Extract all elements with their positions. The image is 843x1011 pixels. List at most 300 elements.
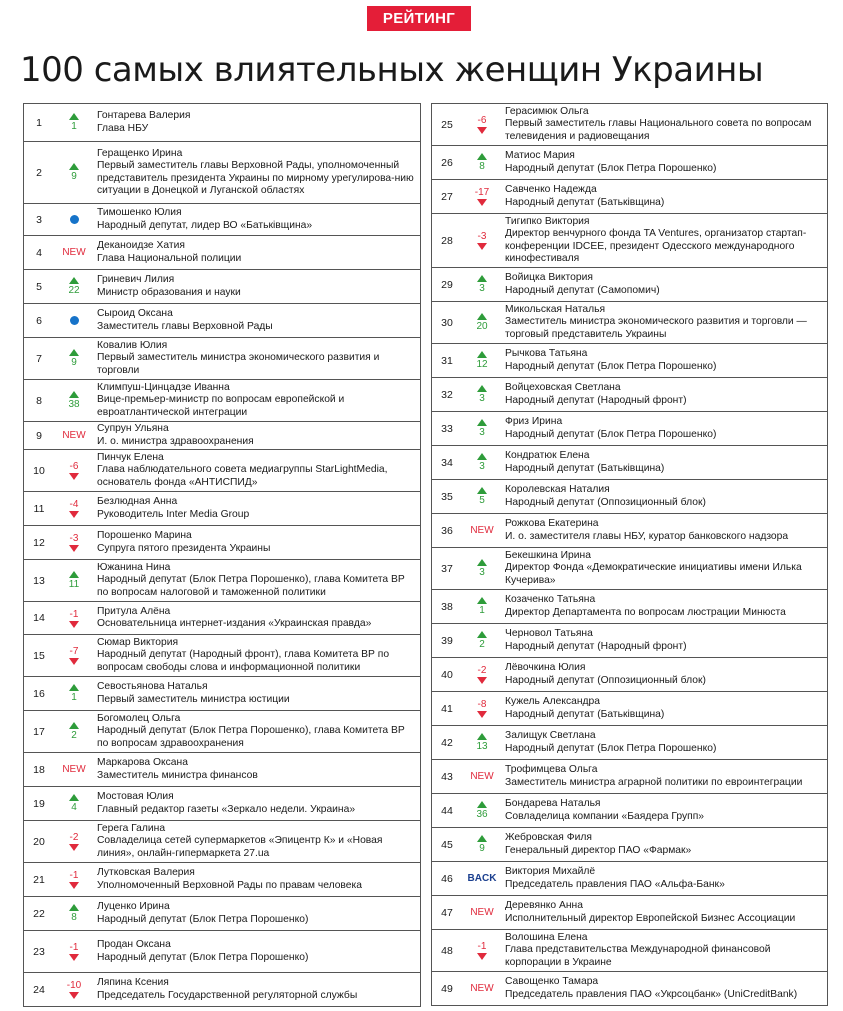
person-name: Рожкова Екатерина xyxy=(505,518,599,530)
change-value: -2 xyxy=(69,832,79,843)
rank-number: 20 xyxy=(33,835,45,848)
rank-change xyxy=(464,726,500,759)
change-value: 38 xyxy=(68,399,80,410)
change-value: 11 xyxy=(68,579,80,590)
rank-number: 18 xyxy=(33,763,45,776)
person-position: Народный депутат (Народный фронт), глава Комитета ВР по вопросам свободы слова и информационной политики xyxy=(97,649,390,673)
person-info xyxy=(97,560,416,601)
person-name: Лёвочкина Юлия xyxy=(505,662,586,674)
person-info xyxy=(97,602,416,634)
ranking-row xyxy=(431,828,828,862)
arrow-up-icon xyxy=(477,559,487,566)
person-info xyxy=(505,104,823,145)
change-value: -3 xyxy=(477,231,487,242)
ranking-column-right xyxy=(431,103,828,1006)
person-position: Председатель правления ПАО «Альфа-Банк» xyxy=(505,878,725,890)
arrow-up-icon xyxy=(477,733,487,740)
arrow-up-icon xyxy=(477,275,487,282)
person-name: Фриз Ирина xyxy=(505,416,563,428)
person-position: Народный депутат (Оппозиционный блок) xyxy=(505,674,706,686)
person-name: Севостьянова Наталья xyxy=(97,681,208,693)
arrow-down-icon xyxy=(69,954,79,961)
change-value: -2 xyxy=(477,665,487,676)
person-position: Заместитель министра финансов xyxy=(97,769,258,781)
ranking-row xyxy=(23,973,421,1007)
person-position: Народный депутат (Блок Петра Порошенко), глава Комитета ВР по вопросам здравоохранения xyxy=(97,725,405,749)
rank-number: 21 xyxy=(33,873,45,886)
person-position: Народный депутат (Самопомич) xyxy=(505,284,660,296)
person-position: Народный депутат (Батьківщина) xyxy=(505,196,665,208)
rank-change xyxy=(464,480,500,513)
arrow-up-icon xyxy=(69,113,79,120)
rank-number: 24 xyxy=(33,983,45,996)
person-position: Уполномоченный Верховной Рады по правам человека xyxy=(97,879,362,891)
person-info xyxy=(505,302,823,343)
ranking-row xyxy=(431,548,828,590)
change-value: 20 xyxy=(476,321,488,332)
arrow-down-icon xyxy=(477,711,487,718)
person-info xyxy=(97,931,416,972)
ranking-row xyxy=(23,104,421,142)
person-name: Безлюдная Анна xyxy=(97,496,178,508)
person-info xyxy=(97,753,416,786)
rank-number: 3 xyxy=(36,213,42,226)
change-value: 4 xyxy=(71,802,77,813)
person-name: Луценко Ирина xyxy=(97,901,170,913)
person-name: Жебровская Филя xyxy=(505,832,592,844)
ranking-row xyxy=(23,236,421,270)
arrow-up-icon xyxy=(477,487,487,494)
arrow-down-icon xyxy=(69,658,79,665)
change-value: 3 xyxy=(479,393,485,404)
arrow-up-icon xyxy=(69,794,79,801)
person-position: Заместитель главы Верховной Рады xyxy=(97,320,273,332)
person-name: Деканоидзе Хатия xyxy=(97,240,185,252)
person-name: Герасимюк Ольга xyxy=(505,105,589,117)
arrow-up-icon xyxy=(69,684,79,691)
person-name: Мостовая Юлия xyxy=(97,791,174,803)
new-label: NEW xyxy=(470,907,494,918)
rank-number: 19 xyxy=(33,797,45,810)
rank-number: 34 xyxy=(441,456,453,469)
person-name: Матиос Мария xyxy=(505,150,575,162)
rank-number: 28 xyxy=(441,234,453,247)
rank-number: 31 xyxy=(441,354,453,367)
person-name: Супрун Ульяна xyxy=(97,423,169,435)
change-value: -1 xyxy=(69,870,79,881)
arrow-down-icon xyxy=(477,953,487,960)
arrow-down-icon xyxy=(69,882,79,889)
person-info xyxy=(97,787,416,820)
person-name: Черновол Татьяна xyxy=(505,628,593,640)
person-name: Геращенко Ирина xyxy=(97,147,183,159)
rank-number: 16 xyxy=(33,687,45,700)
person-info xyxy=(97,142,416,203)
person-position: Совладелица компании «Баядера Групп» xyxy=(505,810,705,822)
person-name: Герега Галина xyxy=(97,822,166,834)
ranking-row xyxy=(431,214,828,268)
person-position: Министр образования и науки xyxy=(97,286,241,298)
arrow-up-icon xyxy=(69,391,79,398)
ranking-row xyxy=(431,146,828,180)
person-info xyxy=(505,726,823,759)
ranking-row xyxy=(431,514,828,548)
person-name: Волошина Елена xyxy=(505,931,588,943)
rank-number: 15 xyxy=(33,649,45,662)
arrow-up-icon xyxy=(477,631,487,638)
arrow-down-icon xyxy=(69,511,79,518)
rank-change xyxy=(464,446,500,479)
arrow-up-icon xyxy=(477,153,487,160)
new-label: NEW xyxy=(470,771,494,782)
rank-change xyxy=(464,302,500,343)
rank-change xyxy=(56,635,92,676)
ranking-row xyxy=(431,658,828,692)
person-info xyxy=(97,973,416,1006)
person-position: Глава Национальной полиции xyxy=(97,252,242,264)
person-position: Председатель правления ПАО «Укрсоцбанк» (UniCreditBank) xyxy=(505,988,798,1000)
person-position: Народный депутат (Блок Петра Порошенко) xyxy=(505,360,717,372)
rank-number: 27 xyxy=(441,190,453,203)
arrow-down-icon xyxy=(477,199,487,206)
rank-change xyxy=(464,214,500,267)
person-info xyxy=(97,304,416,337)
rank-change xyxy=(464,658,500,691)
rank-change xyxy=(464,268,500,301)
change-value: 22 xyxy=(68,285,80,296)
person-position: Глава НБУ xyxy=(97,122,149,134)
rank-change xyxy=(464,930,500,971)
rank-change xyxy=(464,146,500,179)
ranking-column-left xyxy=(23,103,421,1007)
rank-change xyxy=(56,304,92,337)
person-info xyxy=(505,548,823,589)
person-info xyxy=(505,480,823,513)
person-info xyxy=(505,180,823,213)
person-info xyxy=(97,236,416,269)
back-label: BACK xyxy=(467,873,497,884)
ranking-row xyxy=(431,896,828,930)
rank-number: 6 xyxy=(36,314,42,327)
person-name: Бекешкина Ирина xyxy=(505,549,591,561)
person-info xyxy=(505,146,823,179)
person-position: Народный депутат (Блок Петра Порошенко) xyxy=(505,428,717,440)
rank-change xyxy=(56,863,92,896)
change-value: 3 xyxy=(479,461,485,472)
rank-number: 35 xyxy=(441,490,453,503)
new-label: NEW xyxy=(62,764,86,775)
ranking-row xyxy=(23,753,421,787)
person-position: Народный депутат (Народный фронт) xyxy=(505,394,687,406)
change-value: 36 xyxy=(476,809,488,820)
change-value: 5 xyxy=(479,495,485,506)
change-value: 9 xyxy=(71,171,77,182)
ranking-row xyxy=(23,338,421,380)
person-name: Богомолец Ольга xyxy=(97,712,181,724)
person-name: Притула Алёна xyxy=(97,605,171,617)
arrow-down-icon xyxy=(69,844,79,851)
person-info xyxy=(97,863,416,896)
arrow-up-icon xyxy=(477,453,487,460)
change-value: -1 xyxy=(69,942,79,953)
rank-number: 40 xyxy=(441,668,453,681)
arrow-down-icon xyxy=(69,992,79,999)
arrow-up-icon xyxy=(477,351,487,358)
rank-change xyxy=(464,828,500,861)
rank-number: 7 xyxy=(36,352,42,365)
person-name: Тигипко Виктория xyxy=(505,215,590,227)
rank-change xyxy=(56,753,92,786)
person-name: Кондратюк Елена xyxy=(505,450,590,462)
rank-number: 37 xyxy=(441,562,453,575)
person-info xyxy=(505,344,823,377)
person-name: Сюмар Виктория xyxy=(97,636,179,648)
rank-number: 22 xyxy=(33,907,45,920)
person-name: Пинчук Елена xyxy=(97,451,164,463)
arrow-down-icon xyxy=(477,127,487,134)
change-value: 3 xyxy=(479,283,485,294)
ranking-row xyxy=(23,897,421,931)
person-position: Исполнительный директор Европейской Бизнес Ассоциации xyxy=(505,912,796,924)
new-label: NEW xyxy=(62,247,86,258)
person-position: Руководитель Inter Media Group xyxy=(97,508,250,520)
rank-change xyxy=(56,380,92,421)
rank-change xyxy=(56,492,92,525)
person-position: Народный депутат (Блок Петра Порошенко) xyxy=(97,913,309,925)
ranking-row xyxy=(431,930,828,972)
new-label: NEW xyxy=(470,983,494,994)
change-value: 1 xyxy=(71,692,77,703)
rank-change xyxy=(56,270,92,303)
person-info xyxy=(97,380,416,421)
ranking-row xyxy=(431,726,828,760)
change-value: -1 xyxy=(477,941,487,952)
rank-number: 36 xyxy=(441,524,453,537)
person-name: Кужель Александра xyxy=(505,696,601,708)
rank-change xyxy=(464,760,500,793)
rank-number: 39 xyxy=(441,634,453,647)
person-position: Генеральный директор ПАО «Фармак» xyxy=(505,844,692,856)
ranking-row xyxy=(431,590,828,624)
person-name: Деревянко Анна xyxy=(505,900,583,912)
person-position: Первый заместитель главы Верховной Рады, уполномоченный представитель президента Украины по мирному урегулирова-нию ситуации в Донецкой и Луганской областях xyxy=(97,160,414,196)
ranking-row xyxy=(23,422,421,450)
rank-number: 43 xyxy=(441,770,453,783)
rank-number: 41 xyxy=(441,702,453,715)
arrow-down-icon xyxy=(477,243,487,250)
rank-change xyxy=(56,602,92,634)
rank-change xyxy=(56,204,92,235)
ranking-row xyxy=(23,270,421,304)
rank-number: 42 xyxy=(441,736,453,749)
ranking-row xyxy=(431,972,828,1006)
person-position: Первый заместитель главы Национального совета по вопросам телевидения и радиовещания xyxy=(505,118,812,142)
person-name: Рычкова Татьяна xyxy=(505,348,588,360)
change-value: -3 xyxy=(69,533,79,544)
rank-change xyxy=(464,624,500,657)
person-name: Климпуш-Цинцадзе Иванна xyxy=(97,381,230,393)
arrow-up-icon xyxy=(69,571,79,578)
person-position: Директор Департамента по вопросам люстрации Минюста xyxy=(505,606,786,618)
person-info xyxy=(97,104,416,141)
rank-number: 2 xyxy=(36,166,42,179)
person-info xyxy=(505,692,823,725)
person-name: Тимошенко Юлия xyxy=(97,207,182,219)
person-name: Войцеховская Светлана xyxy=(505,382,621,394)
person-position: Народный депутат (Блок Петра Порошенко) xyxy=(505,162,717,174)
change-value: 1 xyxy=(479,605,485,616)
rank-number: 47 xyxy=(441,906,453,919)
arrow-up-icon xyxy=(477,801,487,808)
rank-change xyxy=(56,897,92,930)
person-info xyxy=(97,821,416,862)
person-position: Директор венчурного фонда TA Ventures, организатор стартап-конференции IDCEE, президент Одесского международного кинофестиваля xyxy=(505,228,807,264)
person-name: Южанина Нина xyxy=(97,561,171,573)
change-value: 9 xyxy=(479,843,485,854)
change-value: -17 xyxy=(474,187,490,198)
person-position: Первый заместитель министра экономического развития и торговли xyxy=(97,352,380,376)
person-name: Ковалив Юлия xyxy=(97,339,168,351)
rank-change xyxy=(464,862,500,895)
rank-number: 49 xyxy=(441,982,453,995)
ranking-row xyxy=(23,450,421,492)
arrow-up-icon xyxy=(69,163,79,170)
rank-change xyxy=(464,344,500,377)
rank-change xyxy=(464,104,500,145)
rank-change xyxy=(464,378,500,411)
ranking-row xyxy=(431,344,828,378)
person-info xyxy=(505,624,823,657)
ranking-row xyxy=(431,794,828,828)
person-position: Народный депутат (Блок Петра Порошенко) xyxy=(97,951,309,963)
person-position: Супруга пятого президента Украины xyxy=(97,542,271,554)
person-info xyxy=(505,590,823,623)
person-position: И. о. заместителя главы НБУ, куратор банковского надзора xyxy=(505,530,789,542)
change-value: 3 xyxy=(479,427,485,438)
rank-number: 38 xyxy=(441,600,453,613)
rank-number: 44 xyxy=(441,804,453,817)
ranking-row xyxy=(431,862,828,896)
change-value: -6 xyxy=(69,461,79,472)
rank-change xyxy=(56,104,92,141)
ranking-row xyxy=(23,142,421,204)
ranking-row xyxy=(431,378,828,412)
arrow-down-icon xyxy=(69,473,79,480)
arrow-up-icon xyxy=(69,349,79,356)
rank-number: 17 xyxy=(33,725,45,738)
person-position: Совладелица сетей супермаркетов «Эпицентр К» и «Новая линия», онлайн-гипермаркета 27.ua xyxy=(97,835,383,859)
no-change-dot-icon xyxy=(70,316,79,325)
change-value: 8 xyxy=(479,161,485,172)
person-name: Гонтарева Валерия xyxy=(97,110,191,122)
person-name: Порошенко Марина xyxy=(97,530,192,542)
person-info xyxy=(505,862,823,895)
person-info xyxy=(505,794,823,827)
rank-change xyxy=(464,548,500,589)
person-name: Козаченко Татьяна xyxy=(505,594,596,606)
person-name: Продан Оксана xyxy=(97,939,171,951)
person-info xyxy=(505,514,823,547)
rank-change xyxy=(56,821,92,862)
ranking-row xyxy=(431,692,828,726)
person-info xyxy=(505,412,823,445)
new-label: NEW xyxy=(470,525,494,536)
rank-number: 33 xyxy=(441,422,453,435)
ranking-row xyxy=(23,526,421,560)
rank-number: 48 xyxy=(441,944,453,957)
rank-number: 12 xyxy=(33,536,45,549)
person-position: Глава представительства Международной финансовой корпорации в Украине xyxy=(505,944,771,968)
person-position: Председатель Государственной регуляторной службы xyxy=(97,989,358,1001)
rank-number: 23 xyxy=(33,945,45,958)
ranking-row xyxy=(431,180,828,214)
ranking-row xyxy=(23,931,421,973)
person-info xyxy=(505,658,823,691)
arrow-up-icon xyxy=(477,313,487,320)
no-change-dot-icon xyxy=(70,215,79,224)
person-position: Директор Фонда «Демократические инициативы имени Илька Кучерива» xyxy=(505,562,802,586)
ranking-row xyxy=(431,104,828,146)
ranking-row xyxy=(23,380,421,422)
person-position: Народный депутат, лидер ВО «Батьківщина» xyxy=(97,219,313,231)
person-name: Войицка Виктория xyxy=(505,272,593,284)
ranking-row xyxy=(431,268,828,302)
ranking-row xyxy=(23,492,421,526)
person-info xyxy=(97,270,416,303)
rank-number: 46 xyxy=(441,872,453,885)
rank-change xyxy=(56,450,92,491)
change-value: 1 xyxy=(71,121,77,132)
new-label: NEW xyxy=(62,430,86,441)
ranking-row xyxy=(23,787,421,821)
arrow-up-icon xyxy=(477,419,487,426)
person-name: Залищук Светлана xyxy=(505,730,596,742)
rank-change xyxy=(464,514,500,547)
person-position: Народный депутат (Блок Петра Порошенко) xyxy=(505,742,717,754)
rank-number: 9 xyxy=(36,429,42,442)
person-position: Главный редактор газеты «Зеркало недели. Украина» xyxy=(97,803,356,815)
person-info xyxy=(97,897,416,930)
person-info xyxy=(97,526,416,559)
person-name: Савощенко Тамара xyxy=(505,976,599,988)
rank-number: 10 xyxy=(33,464,45,477)
change-value: 2 xyxy=(479,639,485,650)
person-position: И. о. министра здравоохранения xyxy=(97,435,254,447)
change-value: -1 xyxy=(69,608,79,620)
person-info xyxy=(505,896,823,929)
rank-change xyxy=(56,711,92,752)
ranking-row xyxy=(431,480,828,514)
person-info xyxy=(505,972,823,1005)
ranking-row xyxy=(23,821,421,863)
ranking-row xyxy=(23,677,421,711)
rank-number: 14 xyxy=(33,612,45,624)
rank-number: 32 xyxy=(441,388,453,401)
ranking-row xyxy=(23,635,421,677)
rank-change xyxy=(56,560,92,601)
rank-change xyxy=(56,236,92,269)
person-position: Глава наблюдательного совета медиагруппы StarLightMedia, основатель фонда «АНТИСПИД» xyxy=(97,464,388,488)
person-info xyxy=(505,446,823,479)
person-name: Савченко Надежда xyxy=(505,184,597,196)
arrow-up-icon xyxy=(477,385,487,392)
person-position: Первый заместитель министра юстиции xyxy=(97,693,290,705)
rank-number: 25 xyxy=(441,118,453,131)
person-info xyxy=(97,422,416,449)
person-position: Основательница интернет-издания «Украинская правда» xyxy=(97,618,372,629)
page-title: 100 самых влиятельных женщин Украины xyxy=(20,50,764,90)
change-value: -7 xyxy=(69,646,79,657)
